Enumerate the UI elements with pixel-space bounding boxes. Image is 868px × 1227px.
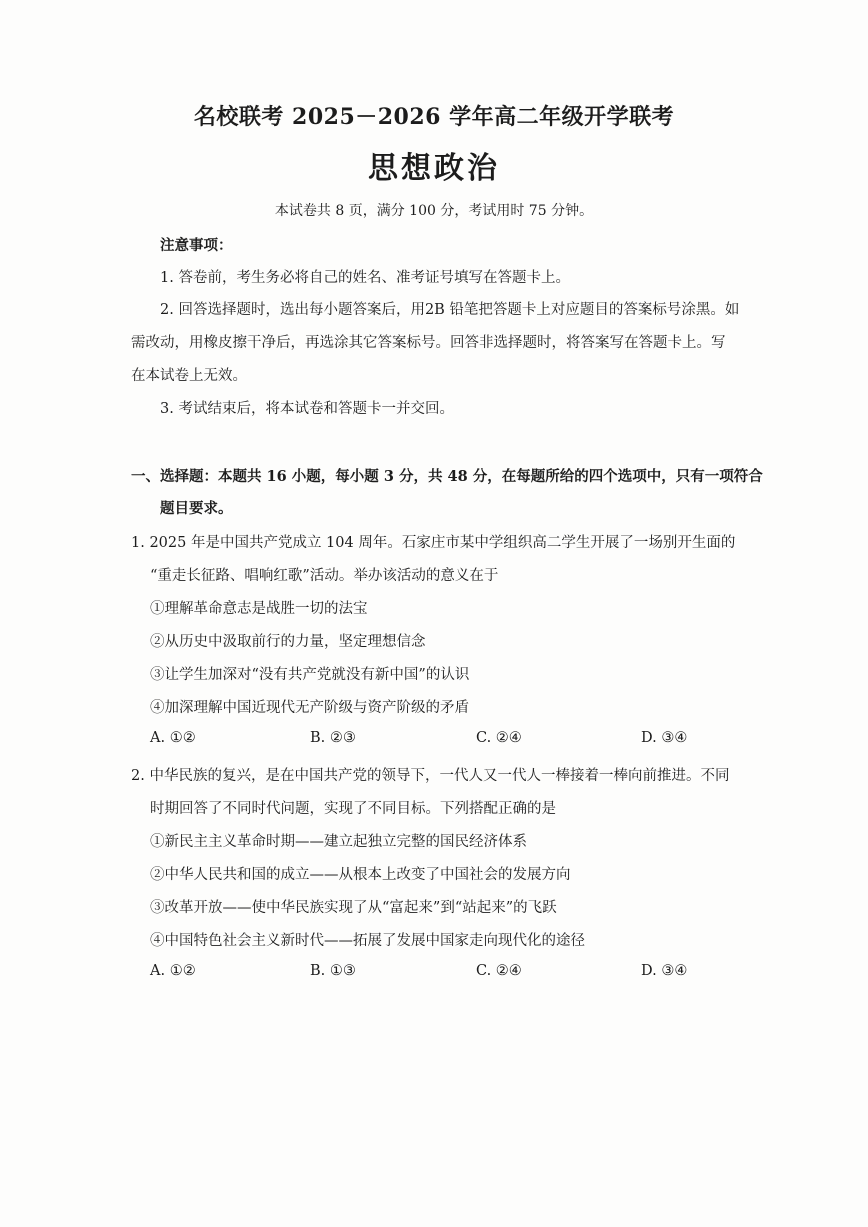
notice-item-2-line-1: 2. 回答选择题时，选出每小题答案后，用2B 铅笔把答题卡上对应题目的答案标号涂黑。如 [160,302,740,318]
q1-statement-2: ②从历史中汲取前行的力量，坚定理想信念 [150,634,426,650]
q1-option-c: C. ②④ [476,730,522,746]
notice-item-1: 1. 答卷前，考生务必将自己的姓名、准考证号填写在答题卡上。 [160,270,570,286]
section-heading-line-1: 一、选择题：本题共 16 小题，每小题 3 分，共 48 分，在每题所给的四个选项中，只有一项符合 [131,468,763,485]
q2-stem-line-2: 时期回答了不同时代问题，实现了不同目标。下列搭配正确的是 [150,801,556,817]
notice-heading: 注意事项： [160,237,233,254]
exam-title: 名校联考 2025－2026 学年高二年级开学联考 [193,104,675,130]
q2-statement-2: ②中华人民共和国的成立——从根本上改变了中国社会的发展方向 [150,867,571,883]
q1-option-b: B. ②③ [310,730,356,746]
q2-option-d: D. ③④ [641,963,688,979]
q2-stem-line-1: 2. 中华民族的复兴，是在中国共产党的领导下，一代人又一代人一棒接着一棒向前推进。不同 [131,768,730,784]
q1-option-a: A. ①② [150,730,196,746]
notice-item-2-line-3: 在本试卷上无效。 [131,368,247,384]
q1-statement-4: ④加深理解中国近现代无产阶级与资产阶级的矛盾 [150,700,469,716]
section-heading-line-2: 题目要求。 [160,500,233,517]
q2-statement-4: ④中国特色社会主义新时代——拓展了发展中国家走向现代化的途径 [150,933,585,949]
q2-option-b: B. ①③ [310,963,356,979]
q1-stem-line-2: “重走长征路、唱响红歌”活动。举办该活动的意义在于 [150,568,499,584]
notice-item-3: 3. 考试结束后，将本试卷和答题卡一并交回。 [160,401,454,417]
exam-info: 本试卷共 8 页，满分 100 分，考试用时 75 分钟。 [274,203,594,219]
q1-statement-1: ①理解革命意志是战胜一切的法宝 [150,601,368,617]
q2-option-a: A. ①② [150,963,196,979]
subject-title: 思想政治 [368,151,500,186]
q1-stem-line-1: 1. 2025 年是中国共产党成立 104 周年。石家庄市某中学组织高二学生开展了一场别开生面的 [131,535,736,551]
q2-statement-1: ①新民主主义革命时期——建立起独立完整的国民经济体系 [150,834,527,850]
notice-item-2-line-2: 需改动，用橡皮擦干净后，再选涂其它答案标号。回答非选择题时，将答案写在答题卡上。写 [131,335,726,351]
q2-option-c: C. ②④ [476,963,522,979]
q1-option-d: D. ③④ [641,730,688,746]
q1-statement-3: ③让学生加深对“没有共产党就没有新中国”的认识 [150,667,470,683]
q2-statement-3: ③改革开放——使中华民族实现了从“富起来”到“站起来”的飞跃 [150,900,557,916]
